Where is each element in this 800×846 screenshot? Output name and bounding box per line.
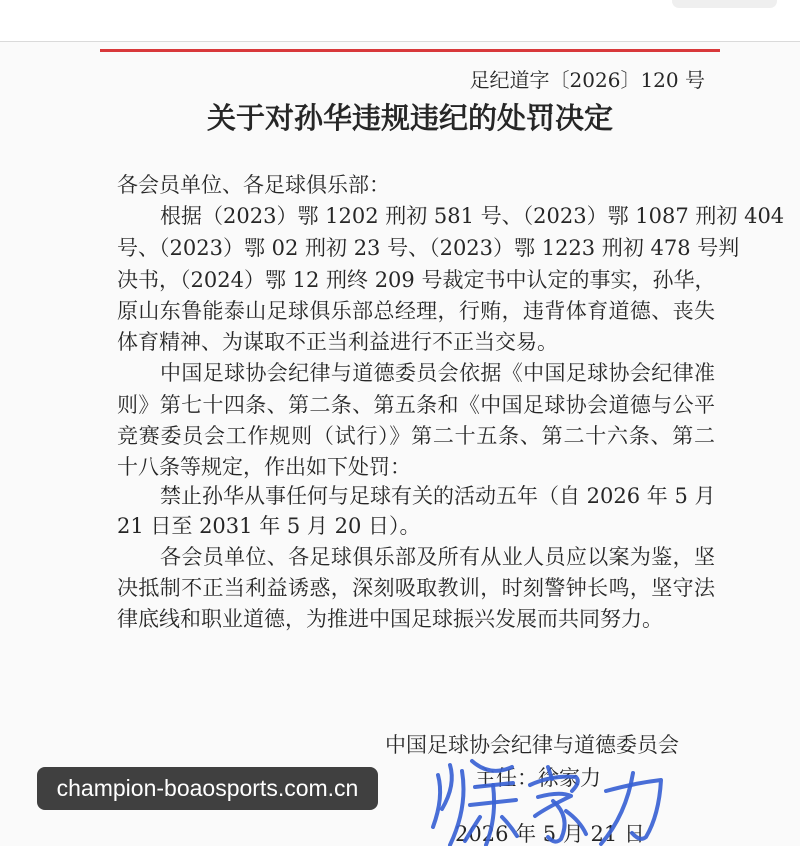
document-number: 足纪道字〔2026〕120 号 bbox=[469, 68, 705, 92]
signature-stroke bbox=[442, 765, 452, 809]
signature-stroke bbox=[472, 761, 512, 771]
paragraph-1-line: 决书，（2024）鄂 12 刑终 209 号裁定书中认定的事实，孙华， bbox=[117, 268, 716, 292]
director-line: 主任：徐家力 bbox=[475, 766, 601, 790]
paragraph-2-line: 中国足球协会纪律与道德委员会依据《中国足球协会纪律准 bbox=[160, 361, 715, 385]
paragraph-1-line: 体育精神、为谋取不正当利益进行不正当交易。 bbox=[117, 330, 558, 354]
signature-stroke bbox=[530, 777, 578, 791]
signature-stroke bbox=[433, 775, 440, 827]
signature-strokes bbox=[433, 761, 661, 845]
paragraph-3-line: 21 日至 2031 年 5 月 20 日）。 bbox=[117, 514, 421, 538]
paragraph-2-line: 十八条等规定，作出如下处罚： bbox=[117, 455, 411, 479]
paragraph-4-line: 律底线和职业道德，为推进中国足球振兴发展而共同努力。 bbox=[117, 607, 663, 631]
paragraph-4-line: 各会员单位、各足球俱乐部及所有从业人员应以案为鉴，坚 bbox=[160, 545, 715, 569]
signature-stroke bbox=[566, 811, 586, 834]
top-bar bbox=[0, 0, 800, 41]
signature-stroke bbox=[502, 817, 517, 836]
document-title: 关于对孙华违规违纪的处罚决定 bbox=[206, 101, 613, 135]
issuer-name: 中国足球协会纪律与道德委员会 bbox=[385, 733, 679, 757]
red-header-rule bbox=[100, 49, 720, 52]
handwritten-signature bbox=[420, 745, 670, 846]
paragraph-2-line: 竞赛委员会工作规则（试行）》第二十五条、第二十六条、第二 bbox=[117, 424, 715, 448]
top-bar-pill bbox=[672, 0, 777, 8]
signature-stroke bbox=[465, 817, 480, 841]
paragraph-1-line: 根据（2023）鄂 1202 刑初 581 号、（2023）鄂 1087 刑初 404 bbox=[160, 204, 785, 228]
issue-date: 2026 年 5 月 21 日 bbox=[455, 822, 645, 846]
signature-stroke bbox=[606, 780, 661, 839]
paragraph-2-line: 则》第七十四条、第二条、第五条和《中国足球协会道德与公平 bbox=[117, 393, 715, 417]
salutation: 各会员单位、各足球俱乐部： bbox=[117, 173, 390, 197]
watermark-badge: champion-boaosports.com.cn bbox=[37, 767, 378, 810]
paragraph-4-line: 决抵制不正当利益诱惑，深刻吸取教训，时刻警钟长鸣，坚守法 bbox=[117, 576, 715, 600]
signature-stroke bbox=[486, 785, 494, 845]
paragraph-1-line: 号、（2023）鄂 02 刑初 23 号、（2023）鄂 1223 刑初 478 号判 bbox=[117, 236, 740, 260]
paragraph-3-line: 禁止孙华从事任何与足球有关的活动五年（自 2026 年 5 月 bbox=[160, 484, 716, 508]
paragraph-1-line: 原山东鲁能泰山足球俱乐部总经理，行贿，违背体育道德、丧失 bbox=[117, 299, 715, 323]
